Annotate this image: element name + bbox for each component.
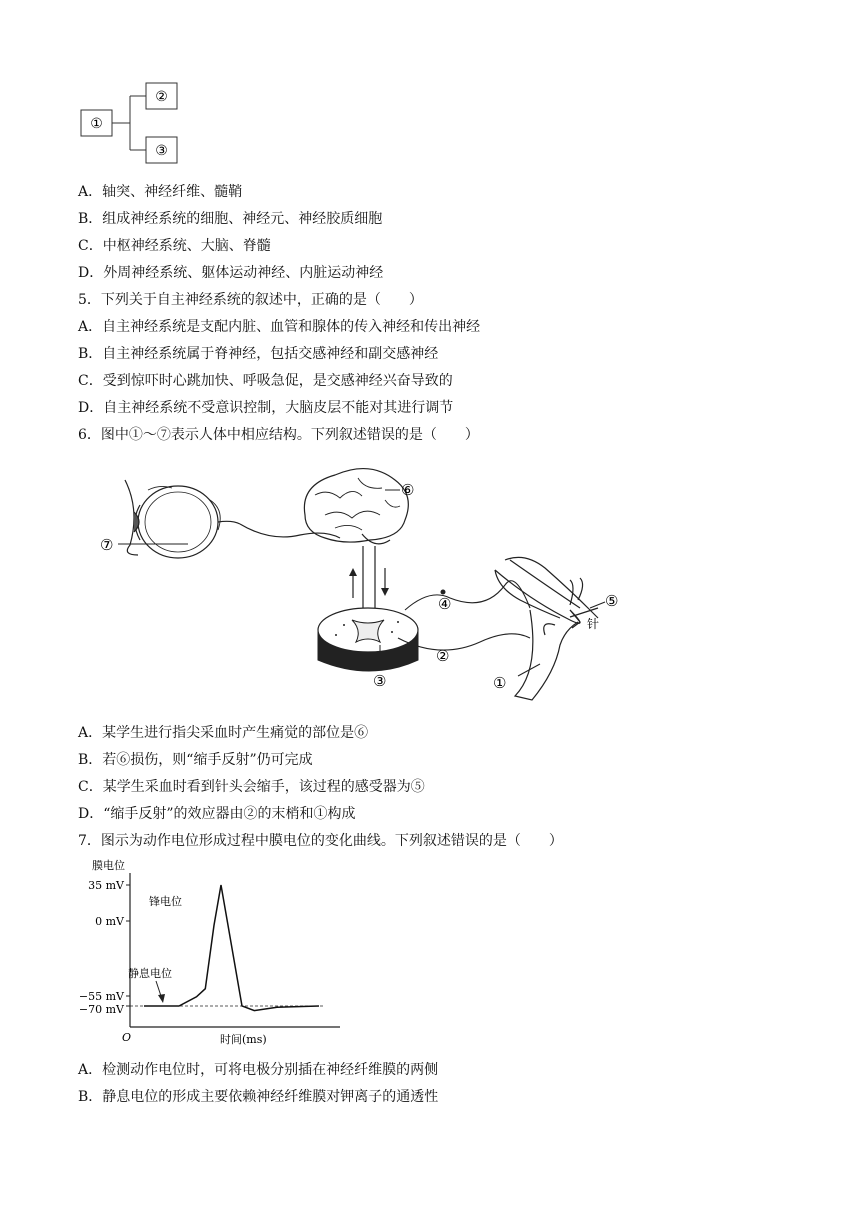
label-3: ③ [373,672,387,690]
needle-label: 针 [587,617,600,631]
tree-node-3-label: ③ [155,143,168,159]
arm-illustration [495,557,598,700]
label-1-leader [518,664,540,676]
y-tick-label-minus-70: −70 mV [78,1003,124,1016]
y-tick-label-minus-55: −55 mV [78,990,124,1003]
y-tick-label-35: 35 mV [88,879,124,892]
reflex-arc-figure [100,460,640,710]
membrane-potential-chart [78,855,348,1050]
q6-option-d: D．“缩手反射”的效应器由②的末梢和①构成 [78,806,356,822]
q5-stem: 5．下列关于自主神经系统的叙述中，正确的是（ ） [78,292,423,308]
needle [570,608,598,617]
q6-option-b: B．若⑥损伤，则“缩手反射”仍可完成 [78,752,313,768]
tree-node-1-label: ① [90,116,103,132]
label-6: ⑥ [401,481,415,499]
ganglion [441,590,446,595]
x-axis-label: 时间(ms) [220,1033,267,1046]
q6-option-c: C．某学生采血时看到针头会缩手，该过程的感受器为⑤ [78,779,425,795]
q5-option-a: A．自主神经系统是支配内脏、血管和腺体的传入神经和传出神经 [78,319,481,335]
label-2: ② [436,647,450,665]
q5-option-d: D．自主神经系统不受意识控制，大脑皮层不能对其进行调节 [78,400,454,416]
resting-arrowhead [158,994,165,1003]
q6-stem: 6．图中①～⑦表示人体中相应结构。下列叙述错误的是（ ） [78,427,479,443]
tree-node-2-label: ② [155,89,168,105]
tree-diagram [78,78,188,168]
label-5: ⑤ [605,592,619,610]
q7-option-a: A．检测动作电位时，可将电极分别插在神经纤维膜的两侧 [78,1062,439,1078]
y-tick-label-0: 0 mV [95,915,124,928]
eye-illustration [125,480,240,558]
descending-arrowhead [381,588,389,596]
optic-nerve [240,524,340,538]
q5-option-b: B．自主神经系统属于脊神经，包括交感神经和副交感神经 [78,346,439,362]
q6-option-a: A．某学生进行指尖采血时产生痛觉的部位是⑥ [78,725,369,741]
q7-option-b: B．静息电位的形成主要依赖神经纤维膜对钾离子的通透性 [78,1089,439,1105]
afferent-nerve [405,581,530,610]
q4-option-b: B．组成神经系统的细胞、神经元、神经胶质细胞 [78,211,383,227]
spinal-cord-section [318,608,418,671]
label-5-leader [590,602,605,608]
q4-option-c: C．中枢神经系统、大脑、脊髓 [78,238,271,254]
ascending-arrowhead [349,568,357,576]
label-4: ④ [438,595,452,613]
q7-stem: 7．图示为动作电位形成过程中膜电位的变化曲线。下列叙述错误的是（ ） [78,833,563,849]
label-1: ① [493,674,507,692]
q5-option-c: C．受到惊吓时心跳加快、呼吸急促，是交感神经兴奋导致的 [78,373,453,389]
origin-label: O [122,1031,132,1044]
resting-annotation: 静息电位 [128,967,172,980]
y-axis-label: 膜电位 [92,859,125,872]
q4-option-a: A．轴突、神经纤维、髓鞘 [78,184,243,200]
spike-annotation: 锋电位 [149,895,182,908]
label-7: ⑦ [100,536,114,554]
q4-option-d: D．外周神经系统、躯体运动神经、内脏运动神经 [78,265,384,281]
